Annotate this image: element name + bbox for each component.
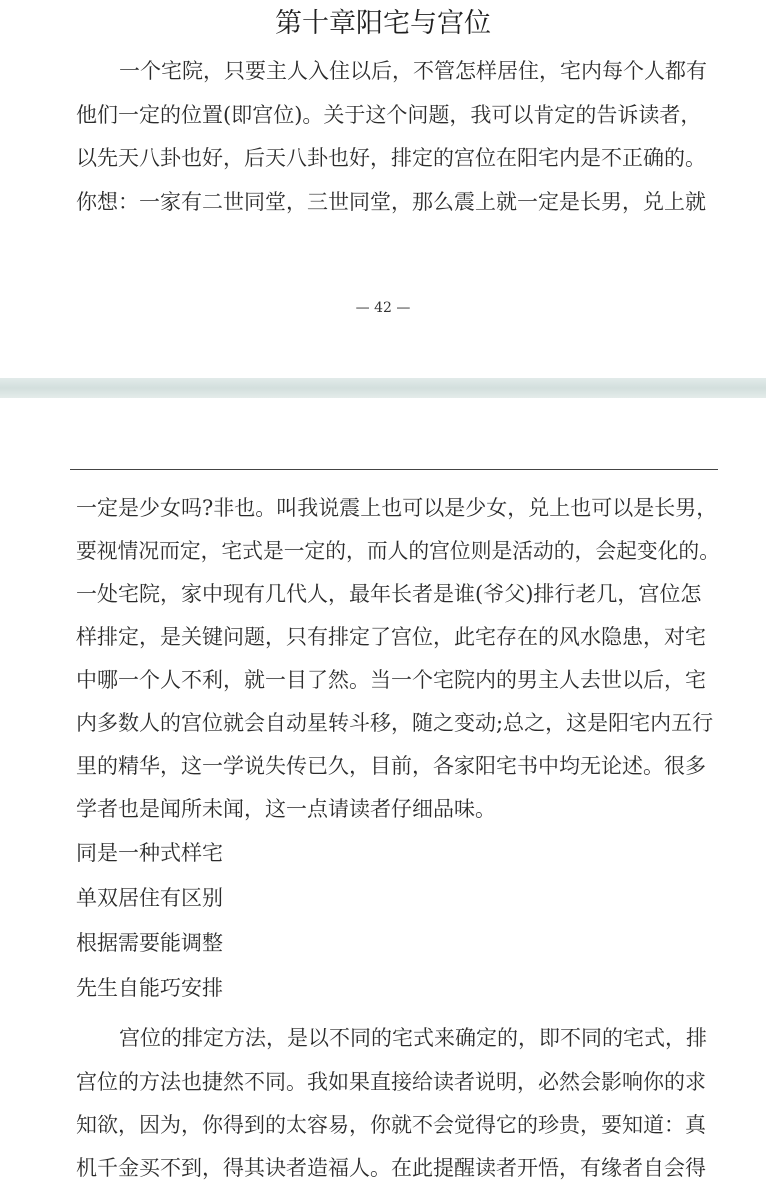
- paragraph-line: 宫位的排定方法，是以不同的宅式来确定的，即不同的宅式，排: [119, 1026, 707, 1050]
- paragraph-line: 学者也是闻所未闻，这一点请读者仔细品味。: [76, 797, 496, 821]
- verse-line: 单双居住有区别: [76, 886, 223, 910]
- paragraph-line: 里的精华，这一学说失传已久，目前，各家阳宅书中均无论述。很多: [76, 754, 706, 778]
- paragraph-line: 一处宅院，家中现有几代人，最年长者是谁(爷父)排行老几，宫位怎: [76, 582, 702, 606]
- paragraph-line: 一定是少女吗?非也。叫我说震上也可以是少女，兑上也可以是长男，: [76, 496, 718, 520]
- paragraph-line: 一个宅院，只要主人入住以后，不管怎样居住，宅内每个人都有: [119, 59, 707, 83]
- top-page: [0, 0, 766, 378]
- paragraph-line: 你想：一家有二世同堂，三世同堂，那么震上就一定是长男，兑上就: [76, 190, 706, 214]
- paragraph-line: 宫位的方法也捷然不同。我如果直接给读者说明，必然会影响你的求: [76, 1070, 706, 1094]
- paragraph-line: 中哪一个人不利，就一目了然。当一个宅院内的男主人去世以后，宅: [76, 668, 706, 692]
- paragraph-line: 要视情况而定，宅式是一定的，而人的宫位则是活动的，会起变化的。: [76, 539, 720, 563]
- verse-line: 先生自能巧安排: [76, 976, 223, 1000]
- header-rule: [70, 469, 718, 470]
- verse-line: 根据需要能调整: [76, 931, 223, 955]
- bottom-page: [0, 398, 766, 1200]
- paragraph-line: 他们一定的位置(即宫位)。关于这个问题，我可以肯定的告诉读者，: [76, 103, 702, 127]
- paragraph-line: 知欲，因为，你得到的太容易，你就不会觉得它的珍贵，要知道：真: [76, 1113, 706, 1137]
- paragraph-line: 样排定，是关键问题，只有排定了宫位，此宅存在的风水隐患，对宅: [76, 625, 706, 649]
- page-number: — 42 —: [355, 300, 411, 316]
- paragraph-line: 机千金买不到，得其诀者造福人。在此提醒读者开悟，有缘者自会得: [76, 1156, 706, 1180]
- paragraph-line: 内多数人的宫位就会自动星转斗移，随之变动;总之，这是阳宅内五行: [76, 711, 714, 735]
- page-separator: [0, 378, 766, 398]
- chapter-title: 第十章阳宅与宫位: [275, 8, 491, 39]
- verse-line: 同是一种式样宅: [76, 841, 223, 865]
- paragraph-line: 以先天八卦也好，后天八卦也好，排定的宫位在阳宅内是不正确的。: [76, 146, 706, 170]
